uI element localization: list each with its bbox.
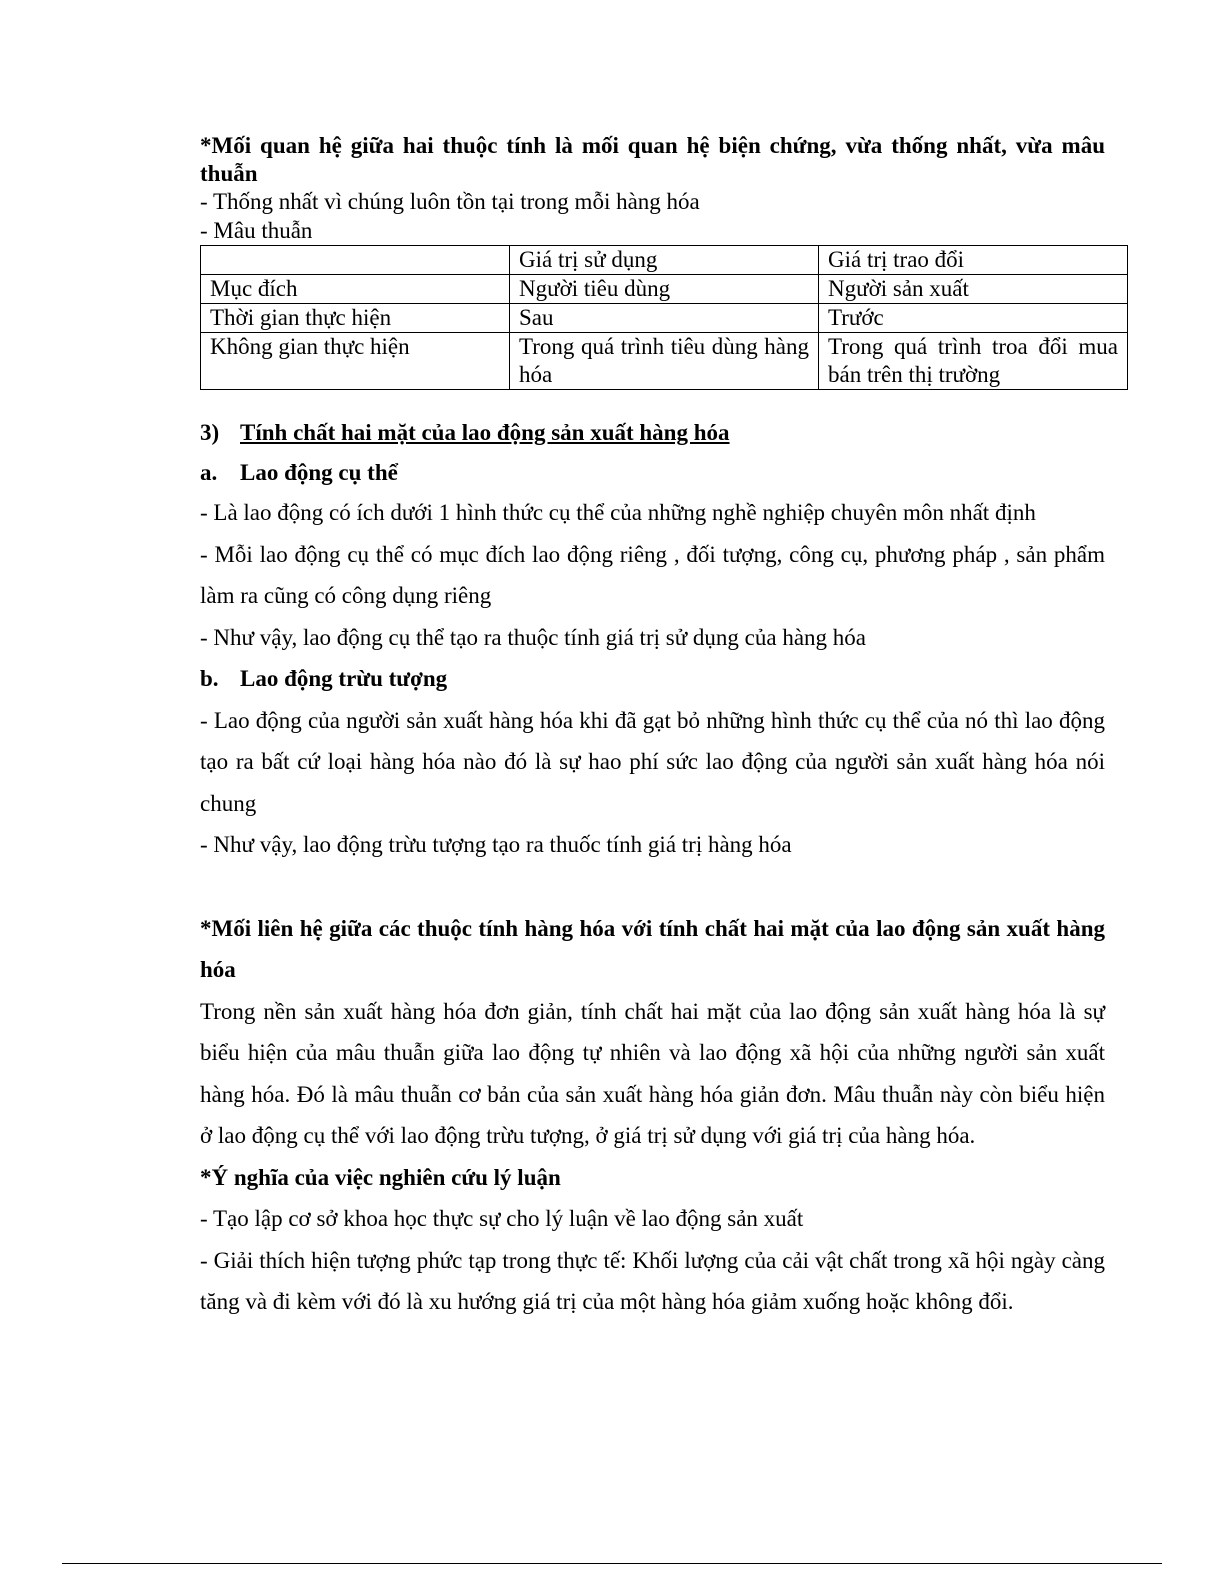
paragraph: - Giải thích hiện tượng phức tạp trong thực tế: Khối lượng của cải vật chất trong xã hội ngày càng tăng và đi kèm với đó là xu hướng giá trị của một hàng hóa giảm xuống hoặc không đổi. <box>200 1247 1105 1314</box>
table-cell: Trong quá trình troa đổi mua bán trên thị trường <box>819 333 1128 390</box>
paragraph: - Lao động của người sản xuất hàng hóa khi đã gạt bỏ những hình thức cụ thể của nó thì lao động tạo ra bất cứ loại hàng hóa nào đó là sự hao phí sức lao động của người sản xuất hàng hóa nói chung <box>200 707 1105 816</box>
subsection-b-heading <box>200 658 1105 700</box>
relation-heading: *Mối quan hệ giữa hai thuộc tính là mối quan hệ biện chứng, vừa thống nhất, vừa mâu thuẫn <box>200 133 1105 186</box>
table-header-cell: Giá trị trao đổi <box>819 246 1128 275</box>
section-number: 3) <box>200 420 220 445</box>
table-cell: Người tiêu dùng <box>510 275 819 304</box>
paragraph: - Tạo lập cơ sở khoa học thực sự cho lý luận về lao động sản xuất <box>200 1206 804 1231</box>
table-cell: Không gian thực hiện <box>201 333 510 390</box>
table-cell: Người sản xuất <box>819 275 1128 304</box>
subsection-label: a. <box>200 460 218 485</box>
link-paragraph: Trong nền sản xuất hàng hóa đơn giản, tính chất hai mặt của lao động sản xuất hàng hóa là sự biểu hiện của mâu thuẫn giữa lao động tự nhiên và lao động xã hội của những người sản xuất hàng hóa. Đó là mâu thuẫn cơ bản của sản xuất hàng hóa giản đơn. Mâu thuẫn này còn biểu hiện ở lao động cụ thể với lao động trừu tượng, ở giá trị sử dụng với giá trị của hàng hóa. <box>200 998 1105 1148</box>
paragraph: - Như vậy, lao động trừu tượng tạo ra thuốc tính giá trị hàng hóa <box>200 832 792 857</box>
comparison-table <box>200 245 1128 390</box>
section-title: Tính chất hai mặt của lao động sản xuất hàng hóa <box>240 420 730 445</box>
paragraph: - Mỗi lao động cụ thể có mục đích lao động riêng , đối tượng, công cụ, phương pháp , sản phẩm làm ra cũng có công dụng riêng <box>200 541 1105 608</box>
table-cell: Trước <box>819 304 1128 333</box>
table-row <box>201 333 1128 390</box>
table-header-cell <box>201 246 510 275</box>
table-header-cell: Giá trị sử dụng <box>510 246 819 275</box>
link-heading: *Mối liên hệ giữa các thuộc tính hàng hóa với tính chất hai mặt của lao động sản xuất hàng hóa <box>200 915 1105 982</box>
document-page <box>200 132 1118 1323</box>
table-cell: Sau <box>510 304 819 333</box>
subsection-title: Lao động cụ thể <box>240 460 398 485</box>
subsection-title: Lao động trừu tượng <box>240 666 448 691</box>
subsection-a-heading <box>200 458 1105 488</box>
meaning-heading: *Ý nghĩa của việc nghiên cứu lý luận <box>200 1164 561 1190</box>
table-header-row <box>201 246 1128 275</box>
table-row <box>201 304 1128 333</box>
section-3-heading <box>200 418 1105 448</box>
table-cell: Thời gian thực hiện <box>201 304 510 333</box>
contradiction-line: - Mâu thuẫn <box>200 217 313 243</box>
table-cell: Mục đích <box>201 275 510 304</box>
paragraph: - Là lao động có ích dưới 1 hình thức cụ thể của những nghề nghiệp chuyên môn nhất định <box>200 500 1036 525</box>
paragraph: - Như vậy, lao động cụ thể tạo ra thuộc tính giá trị sử dụng của hàng hóa <box>200 624 866 650</box>
subsection-label: b. <box>200 666 219 691</box>
unity-line: - Thống nhất vì chúng luôn tồn tại trong mỗi hàng hóa <box>200 189 700 214</box>
table-cell: Trong quá trình tiêu dùng hàng hóa <box>510 333 819 390</box>
footer-rule <box>62 1563 1162 1564</box>
table-row <box>201 275 1128 304</box>
